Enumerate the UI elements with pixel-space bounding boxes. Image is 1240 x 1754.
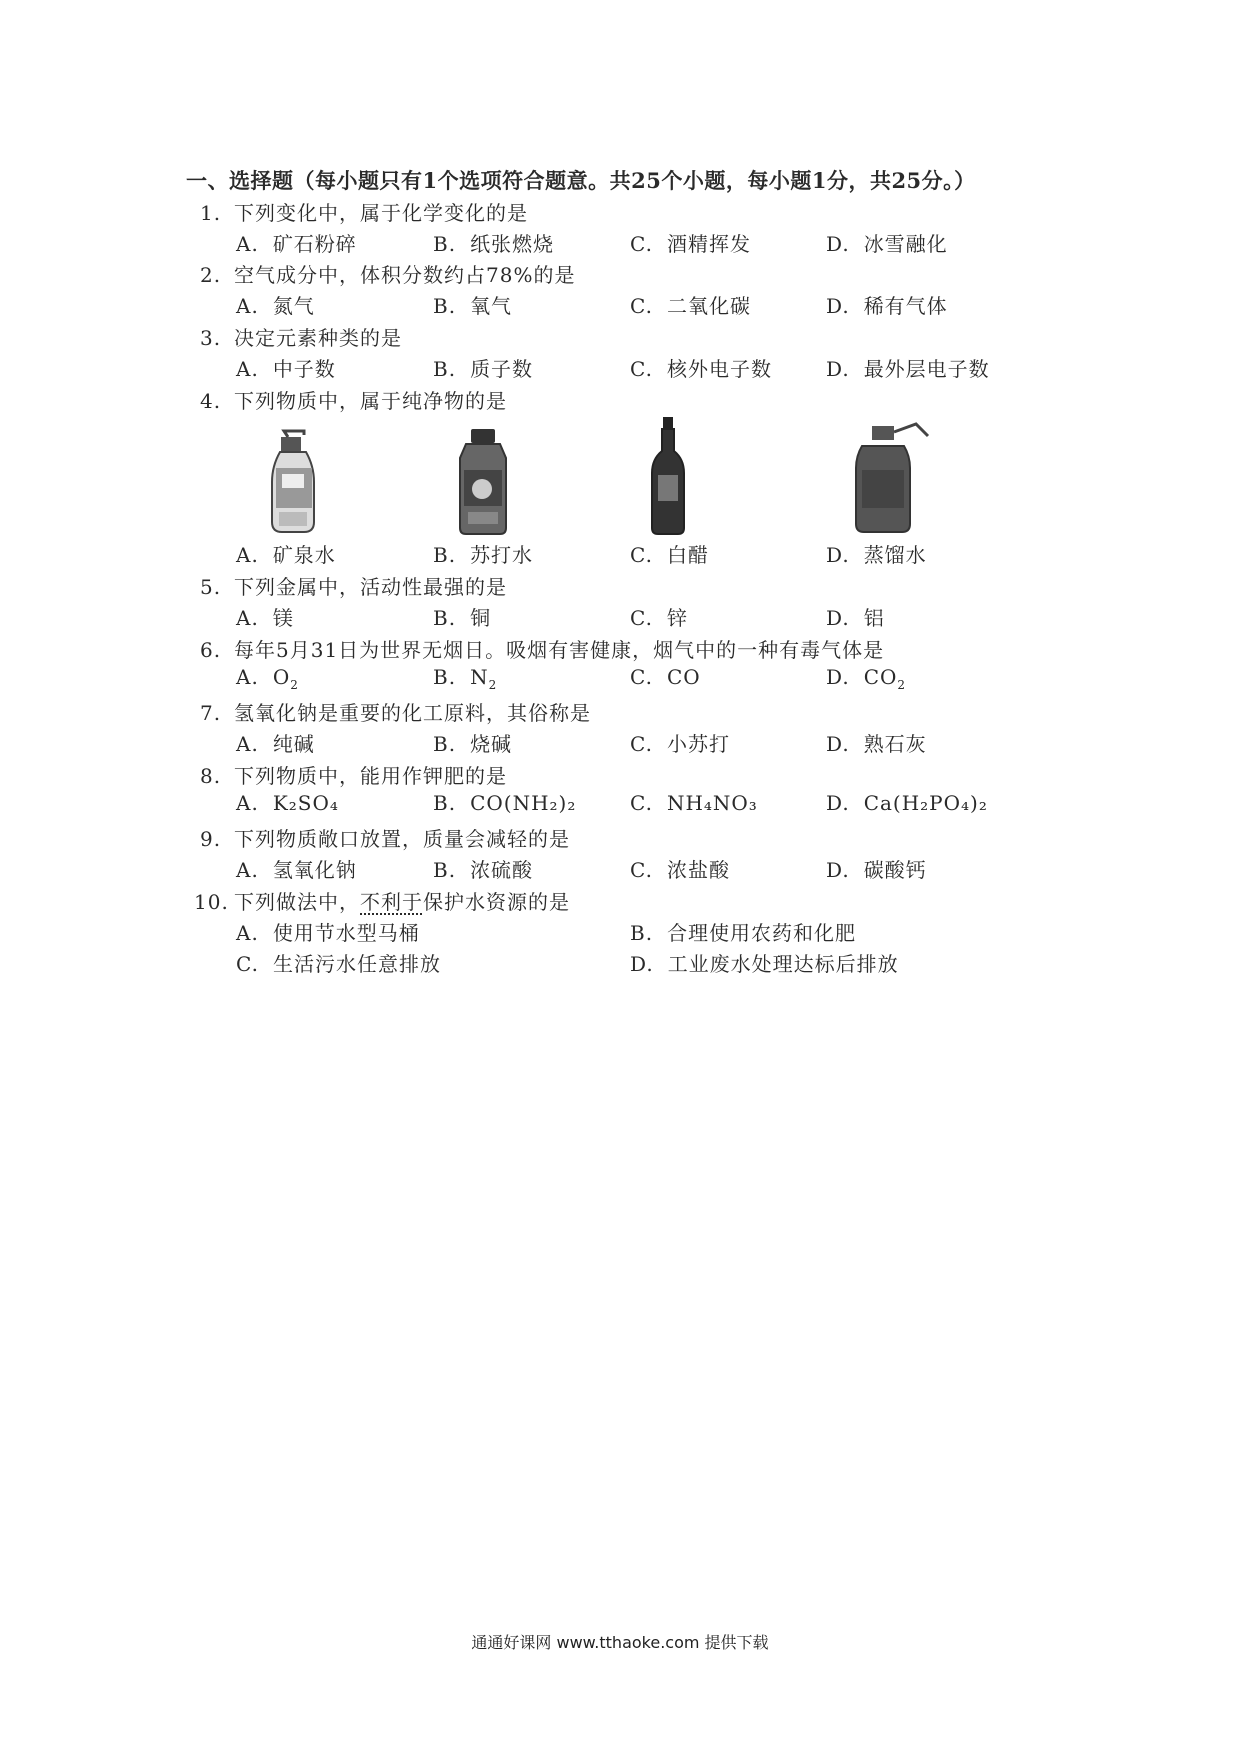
- question-3: 3. 决定元素种类的是: [200, 326, 402, 350]
- q2-option-b: B. 氧气: [433, 294, 513, 318]
- q6-option-b: B. $N_2$: [433, 665, 498, 692]
- question-stem: 每年5月31日为世界无烟日。吸烟有害健康，烟气中的一种有毒气体是: [234, 638, 885, 662]
- q7-option-b: B. 烧碱: [433, 732, 513, 756]
- q3-option-c: C. 核外电子数: [630, 357, 772, 381]
- q5-option-d: D. 铝: [826, 606, 885, 630]
- q8-option-c: C. NH₄NO₃: [630, 791, 758, 815]
- q3-option-b: B. 质子数: [433, 357, 534, 381]
- q8-option-b: B. CO(NH₂)₂: [433, 791, 577, 815]
- q3-option-a: A. 中子数: [236, 357, 336, 381]
- page-footer: 通通好课网 www.tthaoke.com 提供下载: [471, 1633, 769, 1652]
- question-number: 1.: [200, 201, 222, 225]
- q9-option-b: B. 浓硫酸: [433, 858, 534, 882]
- q2-option-a: A. 氮气: [236, 294, 315, 318]
- emphasis-text: 不利于: [360, 890, 423, 914]
- question-5: 5. 下列金属中，活动性最强的是: [200, 575, 507, 599]
- question-8: 8. 下列物质中，能用作钾肥的是: [200, 764, 507, 788]
- q7-option-d: D. 熟石灰: [826, 732, 927, 756]
- q1-option-c: C. 酒精挥发: [630, 232, 751, 256]
- q10-option-d: D. 工业废水处理达标后排放: [630, 952, 899, 976]
- question-stem: 下列物质敞口放置，质量会减轻的是: [234, 827, 570, 851]
- q5-option-a: A. 镁: [236, 606, 294, 630]
- q9-option-d: D. 碳酸钙: [826, 858, 927, 882]
- question-stem: 空气成分中，体积分数约占78%的是: [234, 263, 576, 287]
- section-title: 一、选择题（每小题只有1个选项符合题意。共25个小题，每小题1分，共25分。）: [186, 168, 976, 193]
- q1-option-d: D. 冰雪融化: [826, 232, 948, 256]
- q7-option-c: C. 小苏打: [630, 732, 730, 756]
- q8-option-a: A. K₂SO₄: [236, 791, 339, 815]
- q6-option-a: A. $O_2$: [236, 665, 299, 692]
- q1-option-a: A. 矿石粉碎: [236, 232, 357, 256]
- q7-option-a: A. 纯碱: [236, 732, 315, 756]
- q4-option-c: C. 白醋: [630, 543, 709, 567]
- q2-option-d: D. 稀有气体: [826, 294, 948, 318]
- q6-option-d: D. $CO_2$: [826, 665, 907, 692]
- q4-option-a: A. 矿泉水: [236, 543, 336, 567]
- q9-option-c: C. 浓盐酸: [630, 858, 730, 882]
- question-6: 6. 每年5月31日为世界无烟日。吸烟有害健康，烟气中的一种有毒气体是: [200, 638, 885, 662]
- q1-option-b: B. 纸张燃烧: [433, 232, 555, 256]
- q3-option-d: D. 最外层电子数: [826, 357, 990, 381]
- question-4: 4. 下列物质中，属于纯净物的是: [200, 389, 507, 413]
- question-stem: 氢氧化钠是重要的化工原料，其俗称是: [234, 701, 591, 725]
- question-stem: 下列金属中，活动性最强的是: [234, 575, 507, 599]
- q6-option-c: C. CO: [630, 665, 701, 689]
- mineral-water-bottle-icon: [272, 431, 314, 532]
- q10-option-a: A. 使用节水型马桶: [236, 921, 420, 945]
- soda-water-bottle-icon: [460, 429, 506, 534]
- q8-option-d: D. Ca(H₂PO₄)₂: [826, 791, 988, 815]
- distilled-water-bottle-icon: [856, 424, 928, 532]
- question-2: 2. 空气成分中，体积分数约占78%的是: [200, 263, 576, 287]
- question-stem: 下列变化中，属于化学变化的是: [234, 201, 528, 225]
- q4-option-d: D. 蒸馏水: [826, 543, 927, 567]
- question-stem: 下列物质中，属于纯净物的是: [234, 389, 507, 413]
- question-stem: 下列物质中，能用作钾肥的是: [234, 764, 507, 788]
- q10-option-b: B. 合理使用农药和化肥: [630, 921, 857, 945]
- q9-option-a: A. 氢氧化钠: [236, 858, 357, 882]
- question-7: 7. 氢氧化钠是重要的化工原料，其俗称是: [200, 701, 591, 725]
- q10-option-c: C. 生活污水任意排放: [236, 952, 441, 976]
- question-9: 9. 下列物质敞口放置，质量会减轻的是: [200, 827, 570, 851]
- question-stem: 决定元素种类的是: [234, 326, 402, 350]
- question-10: 10. 下列做法中，不利于保护水资源的是: [194, 890, 570, 914]
- q2-option-c: C. 二氧化碳: [630, 294, 751, 318]
- vinegar-bottle-icon: [652, 417, 684, 534]
- q4-option-b: B. 苏打水: [433, 543, 534, 567]
- q5-option-c: C. 锌: [630, 606, 688, 630]
- q5-option-b: B. 铜: [433, 606, 492, 630]
